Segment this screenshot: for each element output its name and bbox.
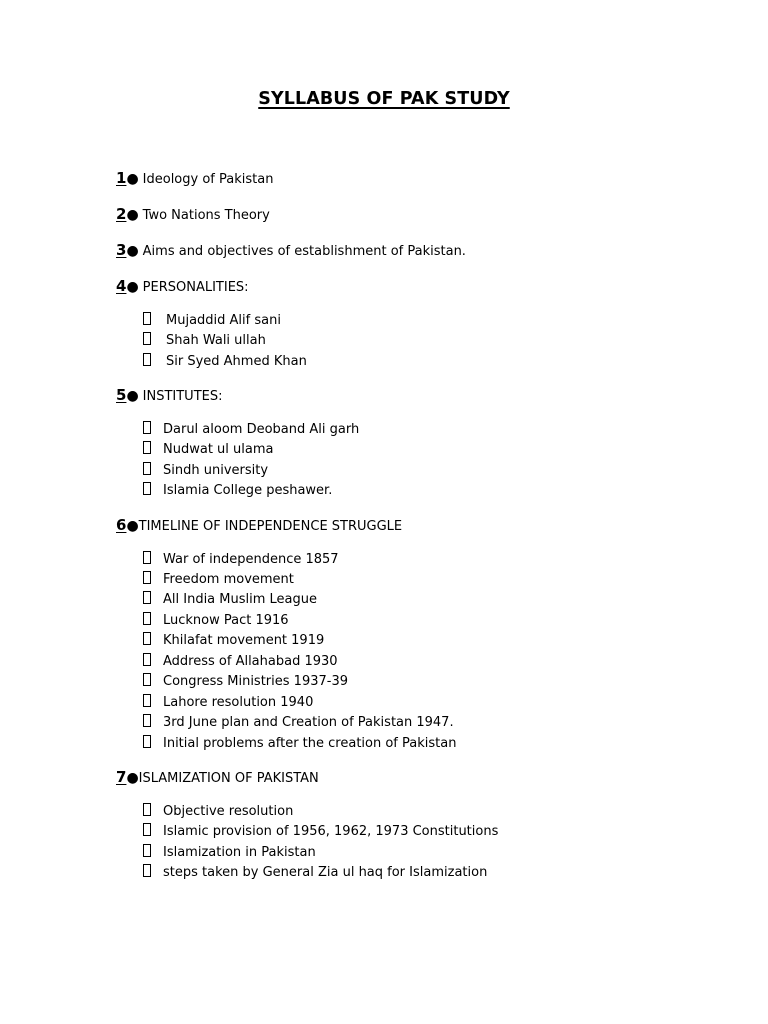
list-item-text: All India Muslim League	[163, 592, 318, 607]
section-number: 4	[116, 277, 127, 295]
checkbox-square-icon	[143, 864, 151, 877]
list-item-text: Nudwat ul ulama	[163, 442, 274, 457]
section-label: ISLAMIZATION OF PAKISTAN	[138, 771, 319, 786]
checkbox-square-icon	[143, 714, 151, 727]
section-number: 6	[116, 516, 127, 534]
list-item-text: Khilafat movement 1919	[163, 633, 325, 648]
checkbox-square-icon	[143, 694, 151, 707]
list-item-text: Islamia College peshawer.	[163, 483, 333, 498]
section-number: 7	[116, 768, 127, 786]
section-label: INSTITUTES:	[142, 389, 223, 404]
checkbox-square-icon	[143, 591, 151, 604]
checkbox-square-icon	[143, 844, 151, 857]
list-item	[143, 694, 313, 711]
list-item	[143, 482, 332, 499]
list-item-text: Islamization in Pakistan	[163, 845, 316, 860]
list-item	[143, 632, 324, 649]
list-item-text: War of independence 1857	[163, 552, 339, 567]
list-item	[143, 591, 317, 608]
bullet-dot-icon: ●	[126, 243, 139, 259]
list-item	[143, 735, 456, 752]
list-item	[143, 612, 289, 629]
section-label: Two Nations Theory	[142, 208, 270, 223]
checkbox-square-icon	[143, 462, 151, 475]
section-heading-1	[116, 169, 273, 187]
section-heading-4	[116, 277, 249, 295]
checkbox-square-icon	[143, 441, 151, 454]
section-heading-2	[116, 205, 270, 223]
checkbox-square-icon	[143, 332, 151, 345]
section-label: TIMELINE OF INDEPENDENCE STRUGGLE	[138, 519, 403, 534]
checkbox-square-icon	[143, 482, 151, 495]
checkbox-square-icon	[143, 823, 151, 836]
list-item-text: Objective resolution	[163, 804, 294, 819]
list-item-text: Congress Ministries 1937-39	[163, 674, 348, 689]
list-item-text: Freedom movement	[163, 572, 294, 587]
list-item	[143, 441, 273, 458]
list-item	[143, 653, 338, 670]
section-number: 2	[116, 205, 127, 223]
list-item	[143, 332, 266, 349]
section-heading-6	[116, 516, 402, 534]
list-item-text: Initial problems after the creation of Pakistan	[163, 736, 457, 751]
section-number: 5	[116, 386, 127, 404]
checkbox-square-icon	[143, 803, 151, 816]
list-item-text: Darul aloom Deoband Ali garh	[163, 422, 360, 437]
section-label: Ideology of Pakistan	[142, 172, 274, 187]
list-item	[143, 864, 487, 881]
list-item-text: Sir Syed Ahmed Khan	[166, 354, 307, 369]
list-item	[143, 312, 281, 329]
section-number: 1	[116, 169, 127, 187]
list-item	[143, 571, 294, 588]
bullet-dot-icon: ●	[126, 388, 139, 404]
list-item	[143, 714, 454, 731]
section-label: Aims and objectives of establishment of Pakistan.	[142, 244, 466, 259]
checkbox-square-icon	[143, 353, 151, 366]
section-heading-7	[116, 768, 319, 786]
checkbox-square-icon	[143, 551, 151, 564]
bullet-dot-icon: ●	[126, 279, 139, 295]
list-item-text: Islamic provision of 1956, 1962, 1973 Constitutions	[163, 824, 499, 839]
list-item	[143, 353, 307, 370]
section-heading-3	[116, 241, 466, 259]
list-item	[143, 551, 339, 568]
bullet-dot-icon: ●	[126, 770, 139, 786]
section-label: PERSONALITIES:	[142, 280, 249, 295]
checkbox-square-icon	[143, 653, 151, 666]
list-item	[143, 673, 348, 690]
list-item-text: 3rd June plan and Creation of Pakistan 1947.	[163, 715, 454, 730]
checkbox-square-icon	[143, 571, 151, 584]
checkbox-square-icon	[143, 632, 151, 645]
section-heading-5	[116, 386, 222, 404]
bullet-dot-icon: ●	[126, 518, 139, 534]
list-item	[143, 823, 498, 840]
bullet-dot-icon: ●	[126, 207, 139, 223]
list-item-text: Mujaddid Alif sani	[166, 313, 281, 328]
checkbox-square-icon	[143, 735, 151, 748]
bullet-dot-icon: ●	[126, 171, 139, 187]
list-item-text: Shah Wali ullah	[166, 333, 266, 348]
list-item	[143, 462, 268, 479]
list-item-text: Sindh university	[163, 463, 269, 478]
document-title: SYLLABUS OF PAK STUDY	[258, 89, 510, 109]
checkbox-square-icon	[143, 312, 151, 325]
list-item	[143, 803, 293, 820]
list-item	[143, 421, 359, 438]
list-item	[143, 844, 316, 861]
list-item-text: Lucknow Pact 1916	[163, 613, 289, 628]
checkbox-square-icon	[143, 421, 151, 434]
section-number: 3	[116, 241, 127, 259]
list-item-text: Lahore resolution 1940	[163, 695, 314, 710]
list-item-text: steps taken by General Zia ul haq for Islamization	[163, 865, 488, 880]
list-item-text: Address of Allahabad 1930	[163, 654, 338, 669]
checkbox-square-icon	[143, 612, 151, 625]
checkbox-square-icon	[143, 673, 151, 686]
